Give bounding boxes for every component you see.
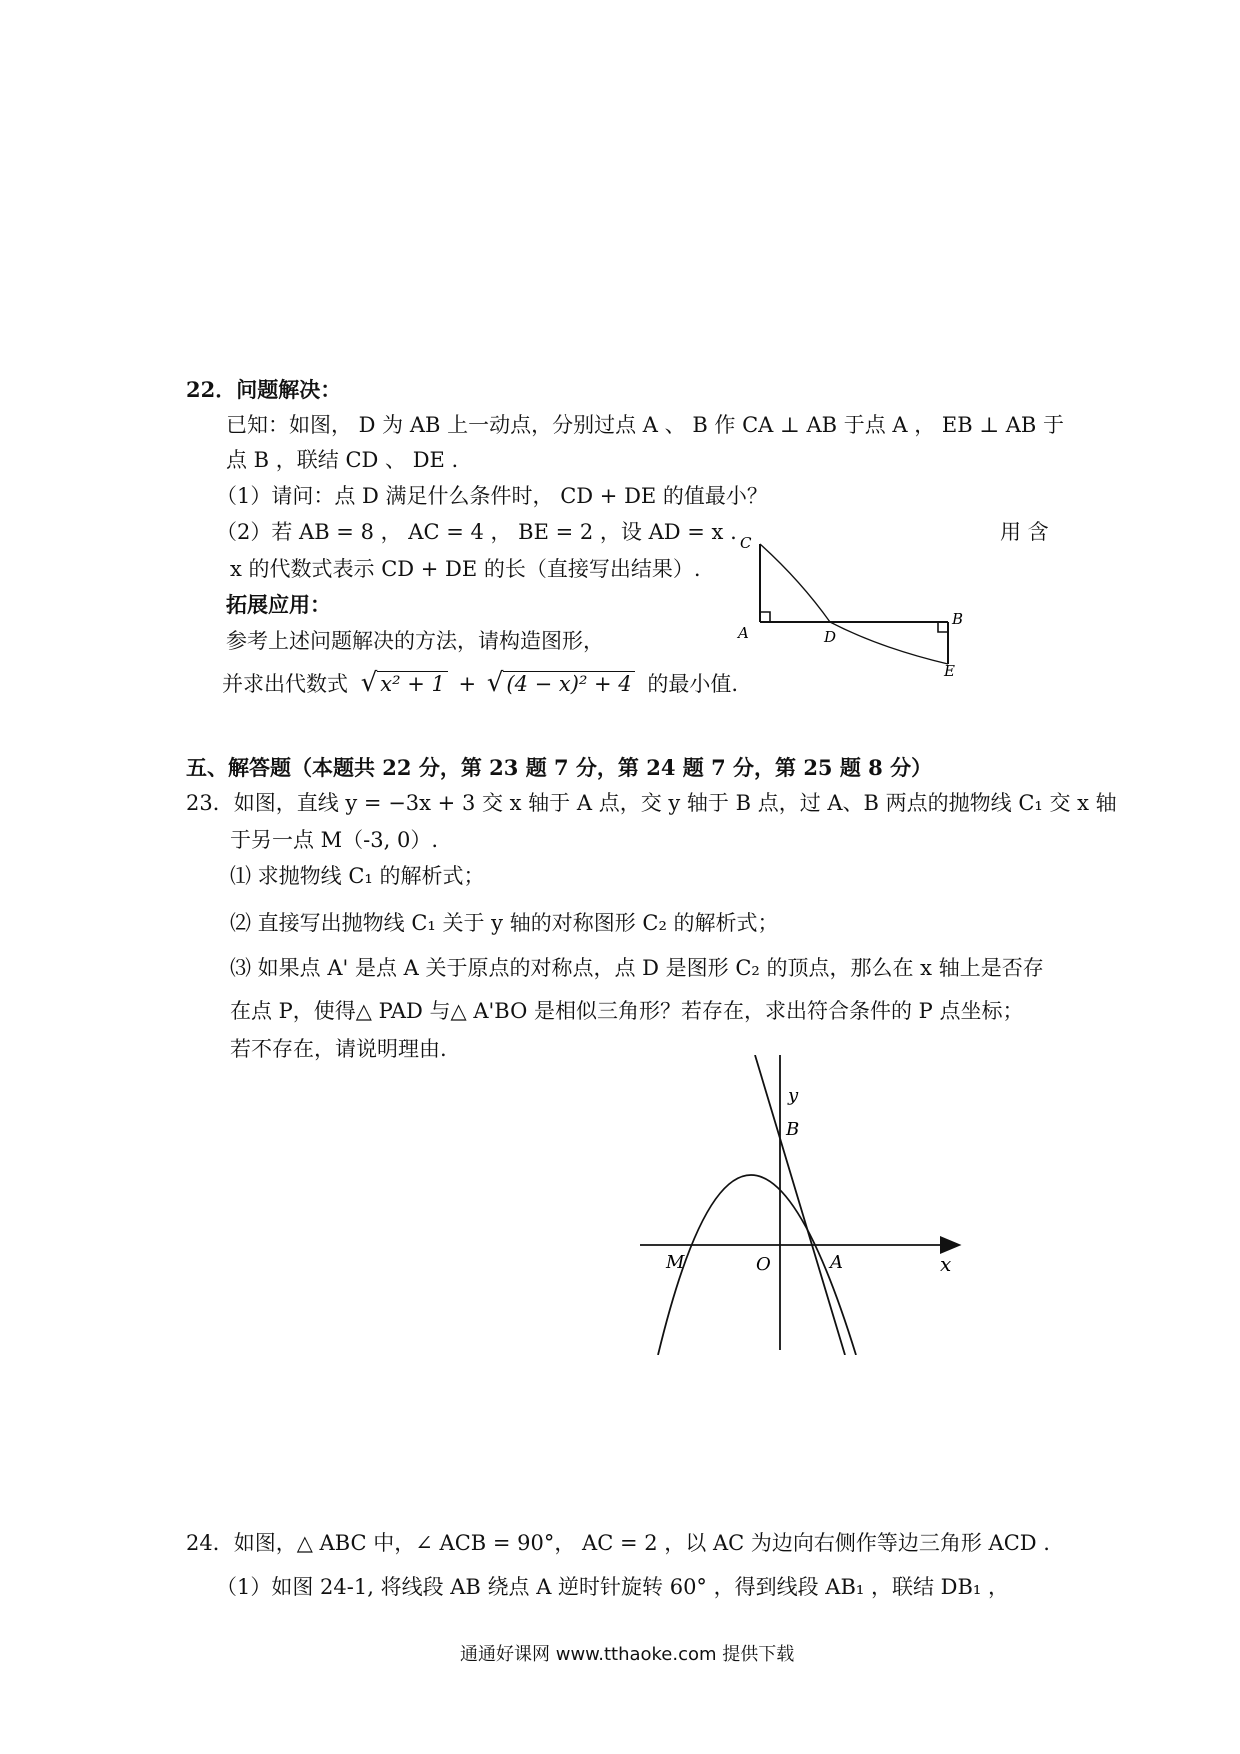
label-A: A (830, 1252, 843, 1273)
q22-line-3: （1）请问：点 D 满足什么条件时， CD + DE 的值最小？ (216, 484, 768, 508)
label-x: x (940, 1252, 952, 1276)
q23-line-3: ⑴ 求抛物线 C₁ 的解析式； (230, 864, 485, 888)
label-A: A (738, 624, 749, 642)
right-angle-mark-B (938, 622, 948, 632)
sqrt-expression-1: √ x² + 1 (361, 668, 448, 699)
q22-line-7: 参考上述问题解决的方法，请构造图形， (226, 629, 604, 653)
q23-line-7: 若不存在，请说明理由. (230, 1037, 447, 1061)
q23-graph (630, 1055, 970, 1355)
right-angle-mark-A (760, 612, 770, 622)
radicand-2: (4 − x)² + 4 (503, 671, 634, 696)
label-B: B (952, 610, 964, 628)
page-footer: 通通好课网 www.tthaoke.com 提供下载 (460, 1644, 795, 1665)
q23-line-4: ⑵ 直接写出抛物线 C₁ 关于 y 轴的对称图形 C₂ 的解析式； (230, 911, 779, 935)
q22-line-8 (222, 668, 738, 699)
section-5-heading: 五、解答题（本题共 22 分，第 23 题 7 分，第 24 题 7 分，第 25 题 8 分） (186, 755, 933, 780)
label-M: M (666, 1252, 685, 1273)
segment-DE (830, 622, 948, 664)
label-D: D (824, 628, 837, 646)
q22-heading: 22．问题解决： (186, 377, 342, 402)
q22-line-1: 已知：如图， D 为 AB 上一动点，分别过点 A 、 B 作 CA ⊥ AB 于点 A ， EB ⊥ AB 于 (226, 413, 1065, 437)
label-B: B (786, 1119, 800, 1140)
q23-line-2: 于另一点 M（-3, 0）. (230, 828, 439, 852)
q22-line-5: x 的代数式表示 CD + DE 的长（直接写出结果）. (230, 557, 701, 581)
sqrt-expression-2: √ (4 − x)² + 4 (487, 668, 635, 699)
q22-line-8-suffix: 的最小值. (647, 672, 739, 696)
q22-figure (730, 530, 970, 680)
label-y: y (788, 1085, 799, 1106)
radicand-1: x² + 1 (377, 671, 448, 696)
label-C: C (740, 534, 752, 552)
q22-line-4b: 用 含 (1000, 520, 1049, 544)
label-O: O (756, 1254, 771, 1275)
q22-line-4a: （2）若 AB = 8 ， AC = 4 ， BE = 2 ，设 AD = x . (216, 520, 737, 544)
q24-line-1: 24．如图，△ ABC 中，∠ ACB = 90°， AC = 2 ，以 AC 为边向右侧作等边三角形 ACD . (186, 1531, 1050, 1555)
q23-line-6: 在点 P，使得△ PAD 与△ A'BO 是相似三角形？若存在，求出符合条件的 P 点坐标； (230, 999, 1024, 1023)
q23-line-1: 23．如图，直线 y = −3x + 3 交 x 轴于 A 点，交 y 轴于 B 点，过 A、B 两点的抛物线 C₁ 交 x 轴 (186, 791, 1117, 815)
q22-extension-heading: 拓展应用： (226, 592, 331, 617)
label-E: E (944, 662, 955, 680)
q22-line-2: 点 B ，联结 CD 、 DE . (226, 448, 459, 472)
plus-sign: + (458, 672, 477, 696)
q23-line-5: ⑶ 如果点 A' 是点 A 关于原点的对称点，点 D 是图形 C₂ 的顶点，那么在 x 轴上是否存 (230, 956, 1044, 980)
line-AB (755, 1055, 845, 1355)
q24-line-2: （1）如图 24-1, 将线段 AB 绕点 A 逆时针旋转 60° ，得到线段 AB₁ ，联结 DB₁ ， (216, 1575, 1010, 1599)
q22-line-8-prefix: 并求出代数式 (222, 672, 348, 696)
segment-CD (760, 544, 830, 622)
